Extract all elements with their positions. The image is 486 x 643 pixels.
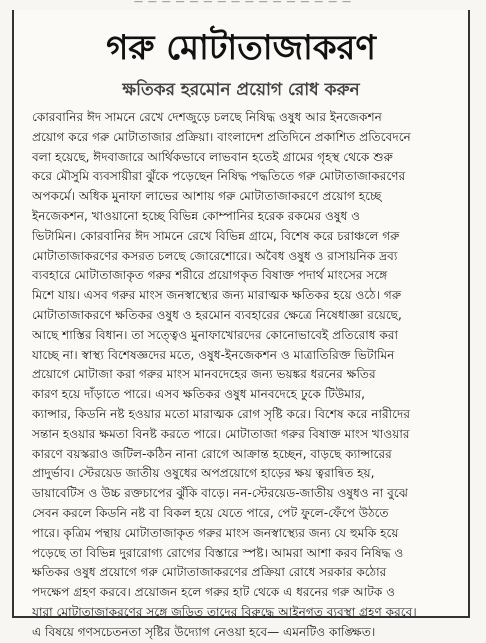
- article-body: [32, 108, 472, 643]
- body-line: বলা হয়েছে, ঈদবাজারে আর্থিকভাবে লাভবান হতেই গ্রামের গৃহস্থ থেকে শুরু: [32, 149, 393, 164]
- body-line: আছে শাস্তির বিধান। তা সত্ত্বেও মুনাফাখোরদের কোনোভাবেই প্রতিরোধ করা: [32, 327, 398, 342]
- body-line: যাচ্ছে না। স্বাস্থ্য বিশেষজ্ঞদের মতে, ওষুধ-ইনজেকশন ও মাত্রাতিরিক্ত ভিটামিন: [32, 347, 395, 362]
- body-line: ক্ষতিকর ওষুধ প্রয়োগে গরু মোটাতাজাকরণের প্রক্রিয়া রোধে সরকার কঠোর: [32, 565, 387, 580]
- body-line: ক্যান্সার, কিডনি নষ্ট হওয়ার মতো মারাত্মক রোগ সৃষ্টি করে। বিশেষ করে নারীদের: [32, 406, 410, 421]
- body-line: পারে। কৃত্রিম পন্থায় মোটাতাজাকৃত গরুর মাংস জনস্বাস্থ্যের জন্য যে হুমকি হয়ে: [32, 525, 399, 540]
- body-line: প্রয়োগ করে গরু মোটাতাজার প্রক্রিয়া। বাংলাদেশ প্রতিদিনে প্রকাশিত প্রতিবেদনে: [32, 129, 411, 144]
- body-line: প্রাদুর্ভাব। স্টেরয়েড জাতীয় ওষুধের অপপ্রয়োগে হাড়ের ক্ষয় ত্বরান্বিত হয়,: [32, 466, 375, 481]
- body-line: মোটাতাজাকরণের কসরত চলছে জোরেশোরে। অবৈধ ওষুধ ও রাসায়নিক দ্রব্য: [32, 248, 398, 263]
- body-line: সেবন করলে কিডনি নষ্ট বা বিকল হয়ে যেতে পারে, পেট ফুলে-ফেঁপে উঠতে: [32, 505, 389, 520]
- body-line: সন্তান হওয়ার ক্ষমতা বিনষ্ট করতে পারে। মোটাতাজা গরুর বিষাক্ত মাংস খাওয়ার: [32, 426, 410, 441]
- clipped-header-fragment: — — — — — — — — — — — — — — — —: [134, 0, 352, 7]
- article-subtitle: ক্ষতিকর হরমোন প্রয়োগ রোধ করুন: [122, 80, 360, 100]
- body-line: কারণ হয়ে দাঁড়াতে পারে। এসব ক্ষতিকর ওষুধ মানবদেহে ঢুকে টিউমার,: [32, 387, 366, 402]
- body-line: অপকর্মে। অধিক মুনাফা লাভের আশায় গরু মোটাতাজাকরণে প্রয়োগ হচ্ছে: [32, 189, 382, 204]
- body-line: কারণে বয়স্করাও জটিল-কঠিন নানা রোগে আক্রান্ত হচ্ছেন, বাড়ছে ক্যান্সারের: [32, 446, 392, 461]
- article-title: গরু মোটাতাজাকরণ: [106, 28, 376, 68]
- body-line: ডায়াবেটিস ও উচ্চ রক্তচাপের ঝুঁকি বাড়ে। নন-স্টেরয়েড-জাতীয় ওষুধও না বুঝে: [32, 486, 408, 501]
- body-line: কোরবানির ঈদ সামনে রেখে দেশজুড়ে চলছে নিষিদ্ধ ওষুধ আর ইনজেকশন: [32, 110, 382, 124]
- body-line: যারা মোটাতাজাকরণের সঙ্গে জড়িত তাদের বিরুদ্ধে আইনগত ব্যবস্থা গ্রহণ করবে।: [32, 604, 417, 619]
- body-line: এ বিষয়ে গণসচেতনতা সৃষ্টির উদ্যোগ নেওয়া হবে— এমনটিও কাঙ্ক্ষিত।: [32, 624, 376, 639]
- body-line: প্রয়োগে মোটাজা করা গরুর মাংস মানবদেহের জন্য ভয়ঙ্কর ধরনের ক্ষতির: [32, 367, 376, 382]
- body-line: ভিটামিন। কোরবানির ঈদ সামনে রেখে বিভিন্ন গ্রামে, বিশেষ করে চরাঞ্চলে গরু: [32, 228, 400, 243]
- body-line: মিশে যায়। এসব গরুর মাংস জনস্বাস্থ্যের জন্য মারাত্মক ক্ষতিকর হয়ে ওঠে। গরু: [32, 288, 402, 303]
- body-line: মোটাতাজাকরণে ক্ষতিকর ওষুধ ও হরমোন ব্যবহারের ক্ষেত্রে নিষেধাজ্ঞা রয়েছে,: [32, 307, 402, 322]
- body-line: ব্যবহারে মোটাতাজাকৃত গরুর শরীরে প্রয়োগকৃত বিষাক্ত পদার্থ মাংসের সঙ্গে: [32, 268, 388, 283]
- body-line: পড়েছে তা বিভিন্ন দুরারোগ্য রোগের বিস্তারে স্পষ্ট। আমরা আশা করব নিষিদ্ধ ও: [32, 545, 404, 560]
- body-line: করে মৌসুমি ব্যবসায়ীরা ঝুঁকে পড়েছেন নিষিদ্ধ পদ্ধতিতে গরু মোটাতাজাকরণের: [32, 169, 406, 184]
- body-line: ইনজেকশন, খাওয়ানো হচ্ছে বিভিন্ন কোম্পানির হরেক রকমের ওষুধ ও: [32, 208, 361, 223]
- editorial-box: [12, 10, 470, 639]
- body-line: পদক্ষেপ গ্রহণ করবে। প্রয়োজন হলে গরুর হাট থেকে এ ধরনের গরু আটক ও: [32, 585, 396, 600]
